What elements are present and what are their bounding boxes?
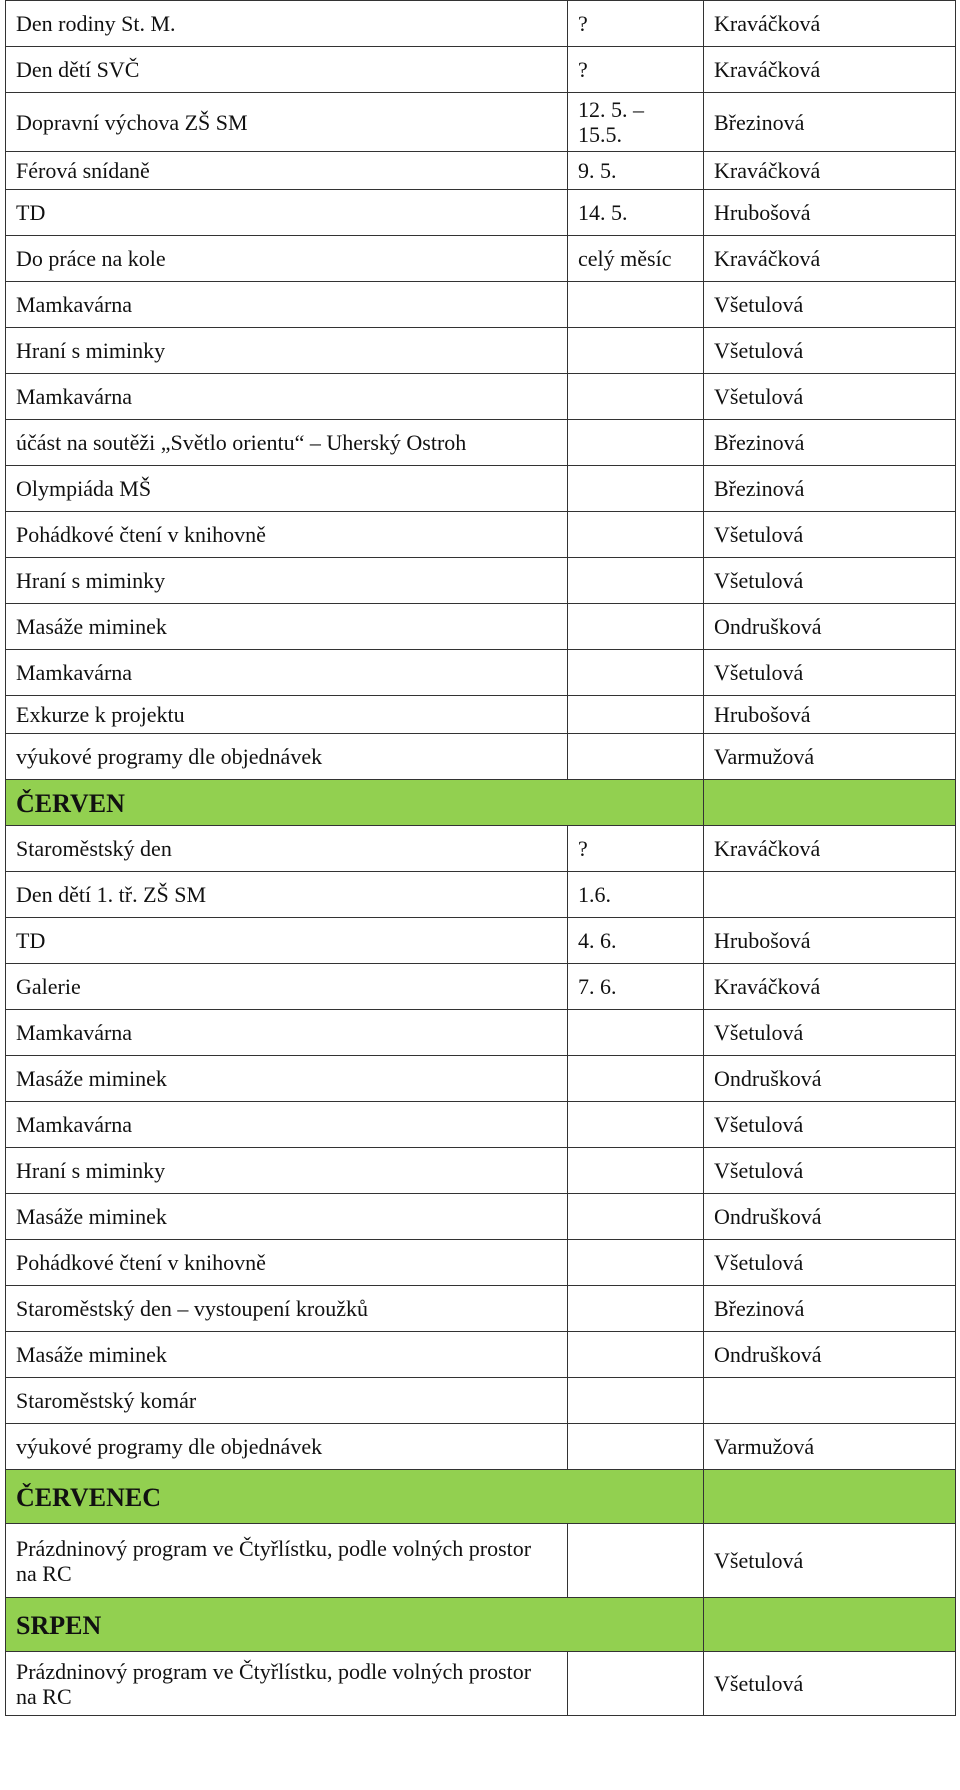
events-table-body <box>6 1 956 1716</box>
person-cell: Všetulová <box>704 1524 956 1598</box>
person-cell: Všetulová <box>704 282 956 328</box>
table-row <box>6 964 956 1010</box>
person-cell: Všetulová <box>704 558 956 604</box>
person-cell: Všetulová <box>704 1240 956 1286</box>
table-row <box>6 152 956 190</box>
date-cell <box>568 328 704 374</box>
month-header-empty-cell <box>704 1598 956 1652</box>
date-cell <box>568 466 704 512</box>
person-cell: Březinová <box>704 93 956 152</box>
event-cell: Den rodiny St. M. <box>6 1 568 47</box>
table-row <box>6 1424 956 1470</box>
date-cell <box>568 1148 704 1194</box>
event-cell: Exkurze k projektu <box>6 696 568 734</box>
table-row <box>6 1286 956 1332</box>
person-cell: Všetulová <box>704 328 956 374</box>
date-cell <box>568 1524 704 1598</box>
person-cell <box>704 1378 956 1424</box>
event-cell: Galerie <box>6 964 568 1010</box>
event-cell: Mamkavárna <box>6 1102 568 1148</box>
event-cell: Pohádkové čtení v knihovně <box>6 512 568 558</box>
date-cell <box>568 374 704 420</box>
date-cell <box>568 734 704 780</box>
date-cell <box>568 1286 704 1332</box>
table-row <box>6 47 956 93</box>
table-row <box>6 1240 956 1286</box>
event-cell: Staroměstský den – vystoupení kroužků <box>6 1286 568 1332</box>
event-cell: Prázdninový program ve Čtyřlístku, podle volných prostor na RC <box>6 1652 568 1716</box>
month-header-row <box>6 1598 956 1652</box>
person-cell: Všetulová <box>704 1148 956 1194</box>
event-cell: Masáže miminek <box>6 1332 568 1378</box>
person-cell: Varmužová <box>704 734 956 780</box>
date-cell <box>568 1010 704 1056</box>
month-label: ČERVENEC <box>6 1470 704 1524</box>
person-cell: Ondrušková <box>704 1332 956 1378</box>
person-cell: Březinová <box>704 1286 956 1332</box>
table-row <box>6 1102 956 1148</box>
date-cell <box>568 512 704 558</box>
person-cell: Kraváčková <box>704 1 956 47</box>
event-cell: Mamkavárna <box>6 282 568 328</box>
date-cell <box>568 696 704 734</box>
person-cell: Všetulová <box>704 1010 956 1056</box>
events-table <box>5 0 956 1716</box>
month-label: SRPEN <box>6 1598 704 1652</box>
date-cell: ? <box>568 1 704 47</box>
date-cell <box>568 1056 704 1102</box>
table-row <box>6 1524 956 1598</box>
table-row <box>6 328 956 374</box>
event-cell: Hraní s miminky <box>6 1148 568 1194</box>
event-cell: Prázdninový program ve Čtyřlístku, podle volných prostor na RC <box>6 1524 568 1598</box>
person-cell: Ondrušková <box>704 1056 956 1102</box>
event-cell: Masáže miminek <box>6 604 568 650</box>
event-cell: Pohádkové čtení v knihovně <box>6 1240 568 1286</box>
date-cell: 1.6. <box>568 872 704 918</box>
date-cell: 12. 5. – 15.5. <box>568 93 704 152</box>
person-cell: Březinová <box>704 466 956 512</box>
person-cell: Ondrušková <box>704 1194 956 1240</box>
person-cell: Kraváčková <box>704 964 956 1010</box>
event-cell: TD <box>6 918 568 964</box>
event-cell: Mamkavárna <box>6 374 568 420</box>
month-header-row <box>6 780 956 826</box>
person-cell: Kraváčková <box>704 826 956 872</box>
event-cell: Olympiáda MŠ <box>6 466 568 512</box>
date-cell <box>568 1424 704 1470</box>
table-row <box>6 1056 956 1102</box>
event-cell: Do práce na kole <box>6 236 568 282</box>
person-cell: Hrubošová <box>704 918 956 964</box>
month-header-empty-cell <box>704 1470 956 1524</box>
person-cell <box>704 872 956 918</box>
month-header-row <box>6 1470 956 1524</box>
table-row <box>6 604 956 650</box>
month-label: ČERVEN <box>6 780 704 826</box>
person-cell: Všetulová <box>704 1102 956 1148</box>
date-cell <box>568 558 704 604</box>
table-row <box>6 650 956 696</box>
table-row <box>6 466 956 512</box>
person-cell: Varmužová <box>704 1424 956 1470</box>
event-cell: Mamkavárna <box>6 1010 568 1056</box>
date-cell <box>568 282 704 328</box>
date-cell <box>568 1378 704 1424</box>
person-cell: Kraváčková <box>704 236 956 282</box>
month-header-empty-cell <box>704 780 956 826</box>
person-cell: Kraváčková <box>704 47 956 93</box>
schedule-document <box>5 0 955 1716</box>
table-row <box>6 93 956 152</box>
person-cell: Ondrušková <box>704 604 956 650</box>
table-row <box>6 1194 956 1240</box>
date-cell: 14. 5. <box>568 190 704 236</box>
event-cell: účást na soutěži „Světlo orientu“ – Uherský Ostroh <box>6 420 568 466</box>
table-row <box>6 1652 956 1716</box>
table-row <box>6 826 956 872</box>
event-cell: Den dětí SVČ <box>6 47 568 93</box>
person-cell: Kraváčková <box>704 152 956 190</box>
event-cell: Staroměstský den <box>6 826 568 872</box>
event-cell: Hraní s miminky <box>6 328 568 374</box>
table-row <box>6 918 956 964</box>
date-cell: 9. 5. <box>568 152 704 190</box>
person-cell: Hrubošová <box>704 190 956 236</box>
event-cell: Masáže miminek <box>6 1194 568 1240</box>
date-cell <box>568 420 704 466</box>
event-cell: Férová snídaně <box>6 152 568 190</box>
person-cell: Všetulová <box>704 1652 956 1716</box>
person-cell: Všetulová <box>704 374 956 420</box>
date-cell <box>568 1332 704 1378</box>
event-cell: Hraní s miminky <box>6 558 568 604</box>
table-row <box>6 734 956 780</box>
date-cell <box>568 604 704 650</box>
table-row <box>6 558 956 604</box>
person-cell: Všetulová <box>704 512 956 558</box>
date-cell: ? <box>568 826 704 872</box>
event-cell: výukové programy dle objednávek <box>6 1424 568 1470</box>
date-cell: 4. 6. <box>568 918 704 964</box>
table-row <box>6 282 956 328</box>
table-row <box>6 696 956 734</box>
date-cell <box>568 1102 704 1148</box>
table-row <box>6 1010 956 1056</box>
event-cell: TD <box>6 190 568 236</box>
table-row <box>6 1148 956 1194</box>
person-cell: Všetulová <box>704 650 956 696</box>
person-cell: Březinová <box>704 420 956 466</box>
table-row <box>6 512 956 558</box>
date-cell: 7. 6. <box>568 964 704 1010</box>
date-cell: celý měsíc <box>568 236 704 282</box>
event-cell: výukové programy dle objednávek <box>6 734 568 780</box>
date-cell <box>568 1240 704 1286</box>
date-cell <box>568 650 704 696</box>
table-row <box>6 420 956 466</box>
date-cell <box>568 1652 704 1716</box>
table-row <box>6 1378 956 1424</box>
table-row <box>6 872 956 918</box>
person-cell: Hrubošová <box>704 696 956 734</box>
date-cell <box>568 1194 704 1240</box>
table-row <box>6 1332 956 1378</box>
date-cell: ? <box>568 47 704 93</box>
table-row <box>6 190 956 236</box>
event-cell: Mamkavárna <box>6 650 568 696</box>
event-cell: Staroměstský komár <box>6 1378 568 1424</box>
event-cell: Den dětí 1. tř. ZŠ SM <box>6 872 568 918</box>
table-row <box>6 374 956 420</box>
event-cell: Masáže miminek <box>6 1056 568 1102</box>
table-row <box>6 1 956 47</box>
table-row <box>6 236 956 282</box>
event-cell: Dopravní výchova ZŠ SM <box>6 93 568 152</box>
